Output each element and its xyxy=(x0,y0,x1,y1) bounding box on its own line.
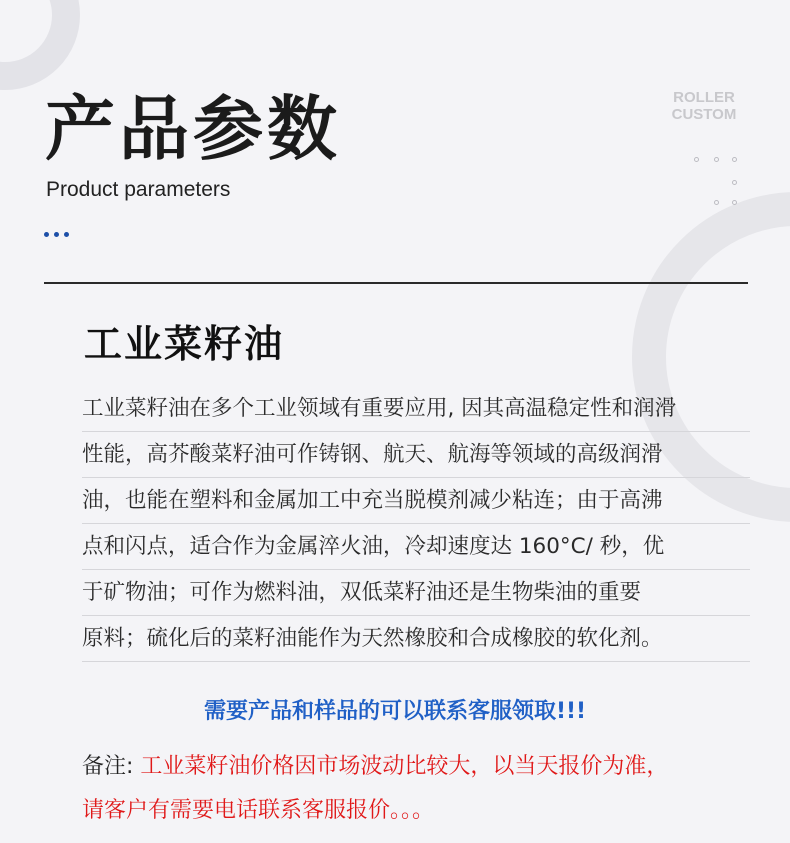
dot-icon xyxy=(64,232,69,237)
product-title: 工业菜籽油 xyxy=(84,322,285,366)
note-line-1 xyxy=(82,745,762,789)
contact-callout: 需要产品和样品的可以联系客服领取!!! xyxy=(203,699,587,724)
dot-icon xyxy=(732,200,737,205)
watermark-line: CUSTOM xyxy=(671,106,737,123)
page-title: 产品参数 xyxy=(45,88,341,170)
description-line: 性能，高芥酸菜籽油可作铸钢、航天、航海等领域的高级润滑 xyxy=(82,432,750,478)
description-line: 工业菜籽油在多个工业领域有重要应用, 因其高温稳定性和润滑 xyxy=(82,386,750,432)
note-label: 备注: xyxy=(82,754,141,779)
dot-icon xyxy=(714,200,719,205)
dot-icon xyxy=(732,180,737,185)
description-line: 原料；硫化后的菜籽油能作为天然橡胶和合成橡胶的软化剂。 xyxy=(82,616,750,662)
section-divider xyxy=(44,282,748,284)
dot-icon xyxy=(44,232,49,237)
note-text: 工业菜籽油价格因市场波动比较大，以当天报价为准， xyxy=(140,754,669,779)
description-line: 点和闪点，适合作为金属淬火油，冷却速度达 160°C/ 秒，优 xyxy=(82,524,750,570)
dot-icon xyxy=(54,232,59,237)
page-subtitle: Product parameters xyxy=(46,178,231,201)
roller-custom-watermark xyxy=(664,89,744,123)
price-note xyxy=(82,745,762,833)
description-line: 油，也能在塑料和金属加工中充当脱模剂减少粘连；由于高沸 xyxy=(82,478,750,524)
blue-dots-ornament xyxy=(44,232,69,237)
description-line: 于矿物油；可作为燃料油，双低菜籽油还是生物柴油的重要 xyxy=(82,570,750,616)
watermark-line: ROLLER xyxy=(673,89,735,106)
decorative-ring-top-left xyxy=(0,0,80,90)
product-description xyxy=(82,386,750,662)
dot-icon xyxy=(694,157,699,162)
dot-icon xyxy=(732,157,737,162)
note-line-2: 请客户有需要电话联系客服报价。。。 xyxy=(82,798,435,823)
dot-icon xyxy=(714,157,719,162)
